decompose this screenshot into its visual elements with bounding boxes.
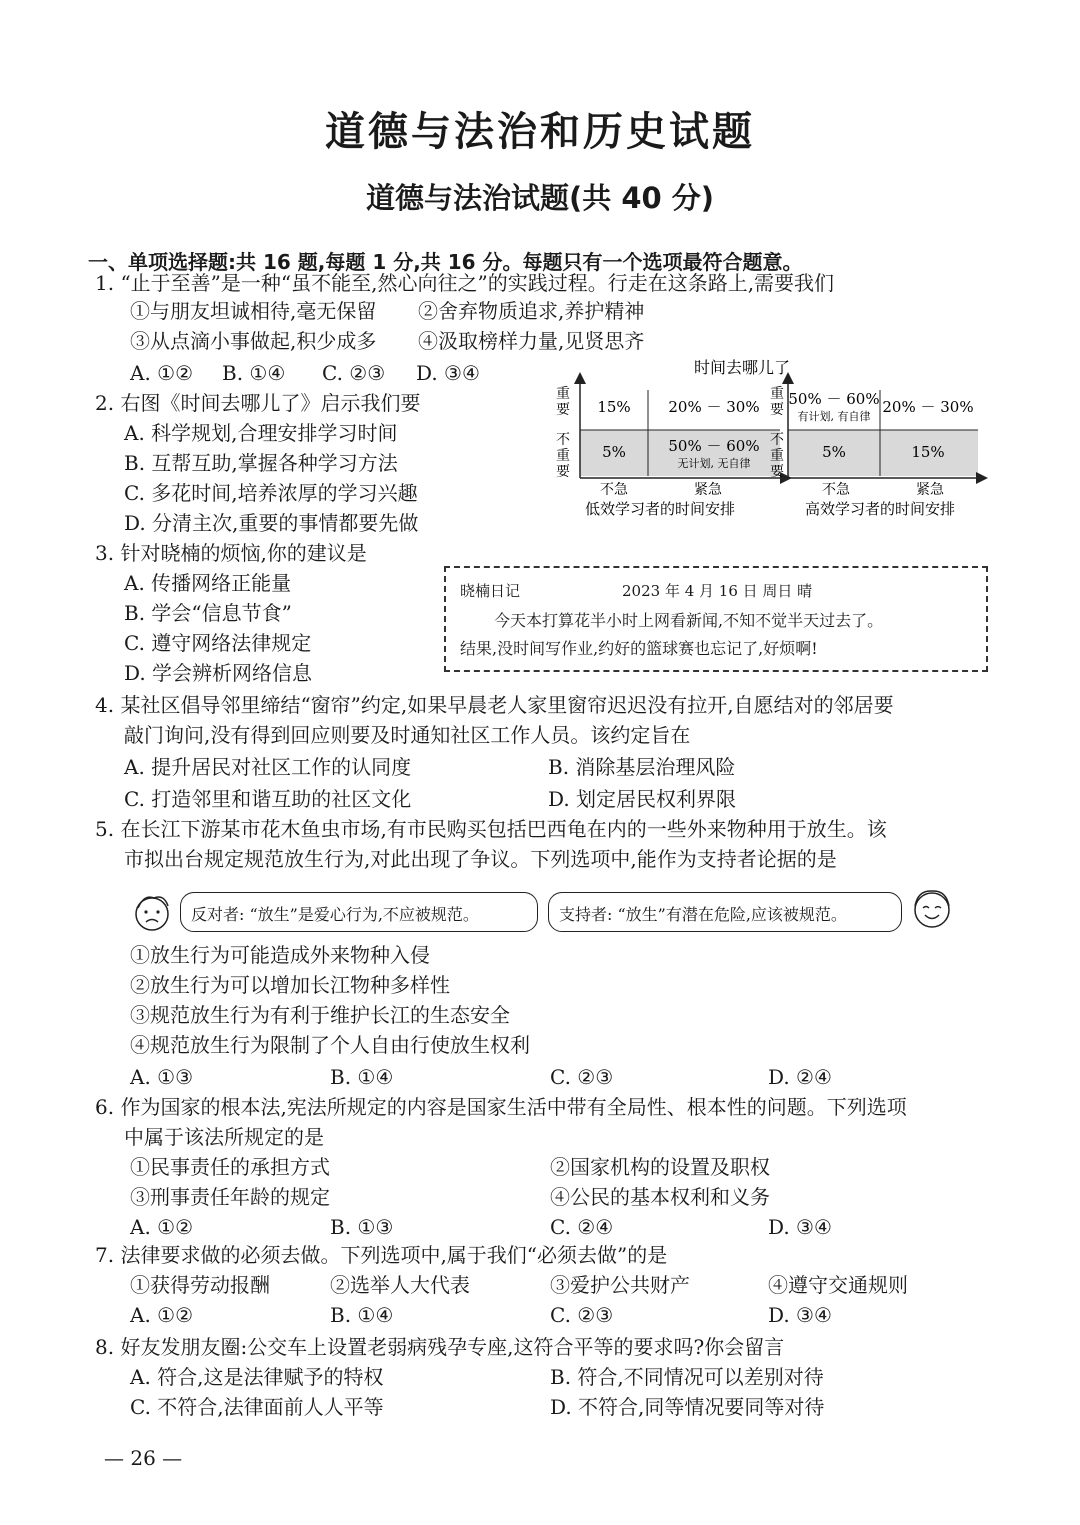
right-y-label-important-2: 要 (770, 402, 784, 418)
q8-option-b[interactable]: B. 符合,不同情况可以差别对待 (550, 1365, 824, 1389)
q5-statement-1: ①放生行为可能造成外来物种入侵 (130, 943, 430, 967)
q4-stem-2: 敲门询问,没有得到回应则要及时通知社区工作人员。该约定旨在 (124, 723, 691, 747)
q7-statement-1: ①获得劳动报酬 (130, 1273, 270, 1297)
q5-statement-2: ②放生行为可以增加长江物种多样性 (130, 973, 450, 997)
q7-option-d[interactable]: D. ③④ (768, 1303, 832, 1327)
right-cell-important-not-urgent: 50% － 60% (788, 390, 880, 408)
q7-statement-2: ②选举人大代表 (330, 1273, 470, 1297)
right-y-label-not-2: 重 (770, 448, 784, 464)
right-caption: 高效学习者的时间安排 (804, 500, 956, 518)
q6-statement-2: ②国家机构的设置及职权 (550, 1155, 770, 1179)
q3-option-a[interactable]: A. 传播网络正能量 (124, 571, 292, 595)
q3-option-c[interactable]: C. 遵守网络法律规定 (124, 631, 312, 655)
q6-option-b[interactable]: B. ①③ (330, 1215, 394, 1239)
diary-date: 2023 年 4 月 16 日 周日 晴 (622, 582, 813, 600)
left-y-label-not-2: 重 (556, 448, 570, 464)
q6-statement-4: ④公民的基本权利和义务 (550, 1185, 770, 1209)
q3-stem: 3. 针对晓楠的烦恼,你的建议是 (95, 541, 367, 565)
q2-option-b[interactable]: B. 互帮互助,掌握各种学习方法 (124, 451, 398, 475)
right-cell-not-important-urgent: 15% (911, 443, 945, 461)
q3-option-b[interactable]: B. 学会“信息节食” (124, 601, 292, 625)
q5-option-a[interactable]: A. ①③ (130, 1065, 194, 1089)
q5-option-d[interactable]: D. ②④ (768, 1065, 832, 1089)
q1-option-a[interactable]: A. ①② (130, 361, 194, 385)
q1-stem: 1. “止于至善”是一种“虽不能至,然心向往之”的实践过程。行走在这条路上,需要我们 (95, 271, 835, 295)
diary-line-2: 结果,没时间写作业,约好的篮球赛也忘记了,好烦啊! (460, 639, 818, 658)
q4-option-a[interactable]: A. 提升居民对社区工作的认同度 (124, 755, 412, 779)
q1-option-b[interactable]: B. ①④ (222, 361, 286, 385)
q4-option-c[interactable]: C. 打造邻里和谐互助的社区文化 (124, 787, 412, 811)
q3-option-d[interactable]: D. 学会辨析网络信息 (124, 661, 313, 685)
left-y-label-important-2: 要 (556, 402, 570, 418)
right-shaded-row (788, 430, 978, 476)
q4-stem-1: 4. 某社区倡导邻里缔结“窗帘”约定,如果早晨老人家里窗帘迟迟没有拉开,自愿结对的邻居要 (95, 693, 894, 717)
q5-option-c[interactable]: C. ②③ (550, 1065, 614, 1089)
q6-option-a[interactable]: A. ①② (130, 1215, 194, 1239)
q7-option-a[interactable]: A. ①② (130, 1303, 194, 1327)
q6-statement-3: ③刑事责任年龄的规定 (130, 1185, 330, 1209)
page-subtitle: 道德与法治试题(共 40 分) (365, 181, 715, 215)
q7-stem: 7. 法律要求做的必须去做。下列选项中,属于我们“必须去做”的是 (95, 1243, 668, 1267)
q6-option-d[interactable]: D. ③④ (768, 1215, 832, 1239)
q2-option-d[interactable]: D. 分清主次,重要的事情都要先做 (124, 511, 419, 535)
q5-statement-3: ③规范放生行为有利于维护长江的生态安全 (130, 1003, 510, 1027)
diary-line-1: 今天本打算花半小时上网看新闻,不知不觉半天过去了。 (494, 611, 884, 630)
q7-statement-3: ③爱护公共财产 (550, 1273, 690, 1297)
chart-title: 时间去哪儿了 (693, 358, 791, 377)
supporter-text: 支持者: “放生”有潜在危险,应该被规范。 (559, 905, 847, 924)
q7-option-b[interactable]: B. ①④ (330, 1303, 394, 1327)
q8-option-c[interactable]: C. 不符合,法律面前人人平等 (130, 1395, 384, 1419)
right-cell-note: 有计划, 有自律 (797, 410, 871, 423)
q7-option-c[interactable]: C. ②③ (550, 1303, 614, 1327)
left-caption: 低效学习者的时间安排 (584, 500, 736, 518)
right-x-label-urgent: 紧急 (916, 482, 944, 498)
q2-option-c[interactable]: C. 多花时间,培养浓厚的学习兴趣 (124, 481, 418, 505)
q8-stem: 8. 好友发朋友圈:公交车上设置老弱病残孕专座,这符合平等的要求吗?你会留言 (95, 1335, 785, 1359)
q6-stem-2: 中属于该法所规定的是 (124, 1125, 324, 1149)
page-number: — 26 — (104, 1446, 183, 1470)
q7-statement-4: ④遵守交通规则 (768, 1273, 908, 1297)
q4-option-b[interactable]: B. 消除基层治理风险 (548, 755, 736, 779)
right-cell-important-urgent: 20% － 30% (882, 398, 974, 416)
right-cell-not-important-not-urgent: 5% (822, 443, 846, 461)
q1-statement-3: ③从点滴小事做起,积少成多 (130, 329, 377, 353)
left-cell-not-important-not-urgent: 5% (602, 443, 626, 461)
right-x-label-not-urgent: 不急 (822, 482, 850, 498)
left-cell-note: 无计划, 无自律 (677, 457, 751, 470)
left-cell-not-important-urgent: 50% － 60% (668, 437, 760, 455)
q8-option-a[interactable]: A. 符合,这是法律赋予的特权 (130, 1365, 384, 1389)
left-cell-important-not-urgent: 15% (597, 398, 631, 416)
q2-option-a[interactable]: A. 科学规划,合理安排学习时间 (124, 421, 398, 445)
left-y-label-not-3: 要 (556, 464, 570, 480)
right-y-label-important-1: 重 (770, 386, 784, 402)
section-heading: 一、单项选择题:共 16 题,每题 1 分,共 16 分。每题只有一个选项最符合题意。 (88, 250, 803, 274)
opponent-face-icon (130, 890, 174, 934)
q1-statement-1: ①与朋友坦诚相待,毫无保留 (130, 299, 377, 323)
supporter-face-icon (906, 884, 958, 934)
opponent-bubble (180, 892, 538, 932)
diary-title: 晓楠日记 (460, 582, 521, 600)
left-cell-important-urgent: 20% － 30% (668, 398, 760, 416)
left-y-label-important-1: 重 (556, 386, 570, 402)
time-chart (540, 352, 990, 522)
q1-statement-2: ②舍弃物质追求,养护精神 (418, 299, 645, 323)
left-x-label-urgent: 紧急 (694, 482, 722, 498)
q5-stem-1: 5. 在长江下游某市花木鱼虫市场,有市民购买包括巴西龟在内的一些外来物种用于放生。该 (95, 817, 887, 841)
q5-stem-2: 市拟出台规定规范放生行为,对此出现了争议。下列选项中,能作为支持者论据的是 (124, 847, 837, 871)
q8-option-d[interactable]: D. 不符合,同等情况要同等对待 (550, 1395, 825, 1419)
q6-stem-1: 6. 作为国家的根本法,宪法所规定的内容是国家生活中带有全局性、根本性的问题。下列选项 (95, 1095, 907, 1119)
q6-option-c[interactable]: C. ②④ (550, 1215, 614, 1239)
q1-statement-4: ④汲取榜样力量,见贤思齐 (418, 329, 645, 353)
page-title: 道德与法治和历史试题 (325, 109, 755, 155)
q2-stem: 2. 右图《时间去哪儿了》启示我们要 (95, 391, 421, 415)
q1-option-d[interactable]: D. ③④ (416, 361, 480, 385)
q5-statement-4: ④规范放生行为限制了个人自由行使放生权利 (130, 1033, 530, 1057)
q1-option-c[interactable]: C. ②③ (322, 361, 386, 385)
left-x-label-not-urgent: 不急 (600, 482, 628, 498)
right-y-label-not-3: 要 (770, 464, 784, 480)
q4-option-d[interactable]: D. 划定居民权利界限 (548, 787, 737, 811)
q5-option-b[interactable]: B. ①④ (330, 1065, 394, 1089)
diary-box (444, 566, 988, 672)
q6-statement-1: ①民事责任的承担方式 (130, 1155, 330, 1179)
right-y-label-not-1: 不 (770, 432, 784, 448)
opponent-text: 反对者: “放生”是爱心行为,不应被规范。 (191, 905, 479, 924)
left-y-label-not-1: 不 (556, 432, 570, 448)
supporter-bubble (548, 892, 902, 932)
